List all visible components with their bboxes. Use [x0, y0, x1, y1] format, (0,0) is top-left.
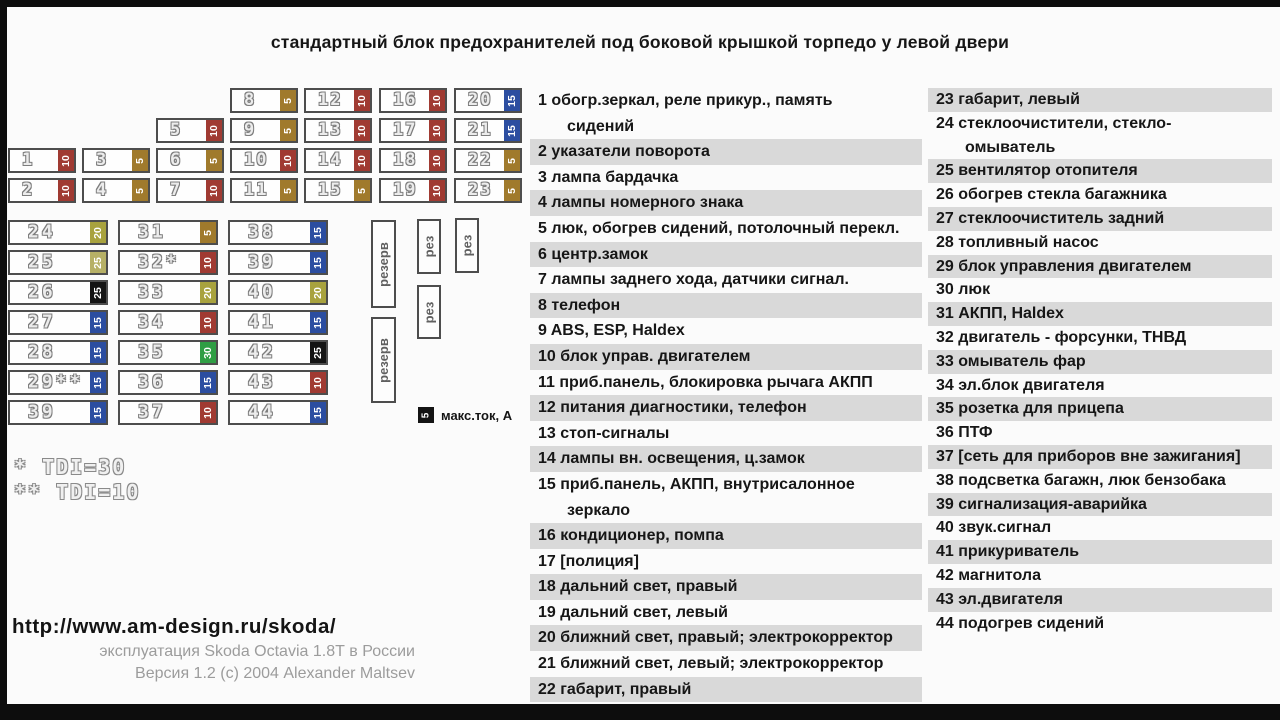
fuse-number: 29**	[28, 371, 84, 393]
legend-text: 40 звук.сигнал	[936, 519, 1052, 537]
fuse-number: 23	[468, 179, 493, 200]
legend-text: 42 магнитола	[936, 566, 1041, 584]
legend-text: 29 блок управления двигателем	[936, 257, 1192, 275]
legend-text: 16 кондиционер, помпа	[538, 527, 724, 545]
reserve-slot	[371, 317, 396, 403]
fuse-amp-tag: 5	[504, 150, 520, 171]
fuse-38	[228, 220, 328, 245]
legend-text: 15 приб.панель, АКПП, внутрисалонное	[538, 475, 855, 493]
legend-entry-19	[530, 600, 922, 626]
reserve-slot-small	[455, 218, 479, 273]
fuse-number: 42	[248, 341, 276, 363]
legend-entry-16	[530, 523, 922, 549]
fuse-1	[8, 148, 76, 173]
legend-text: 5 люк, обогрев сидений, потолочный перекл.	[538, 219, 900, 237]
legend-text: 24 стеклоочистители, стекло-	[936, 114, 1172, 132]
fuse-3	[82, 148, 150, 173]
fuse-2	[8, 178, 76, 203]
frame-top	[0, 0, 1280, 7]
legend-entry-30	[928, 278, 1272, 302]
fuse-amp-tag: 5	[200, 222, 216, 243]
fuse-amp-tag: 15	[200, 372, 216, 393]
legend-text: 8 телефон	[538, 296, 621, 314]
legend-entry-28	[928, 231, 1272, 255]
amp-rating-legend	[418, 407, 512, 423]
legend-text: 30 люк	[936, 281, 991, 299]
fuse-amp-tag: 15	[90, 312, 106, 333]
legend-column-right	[928, 88, 1272, 635]
legend-entry-22	[530, 677, 922, 703]
reserve-label: резерв	[376, 241, 391, 287]
site-url: http://www.am-design.ru/skoda/	[12, 615, 337, 638]
fuse-27	[8, 310, 108, 335]
fuse-number: 11	[244, 179, 269, 200]
fuse-14	[304, 148, 372, 173]
fuse-23	[454, 178, 522, 203]
fuse-12	[304, 88, 372, 113]
fuse-39	[228, 250, 328, 275]
reserve-slot-small	[417, 285, 441, 339]
legend-entry-24	[928, 112, 1272, 160]
legend-text: 9 ABS, ESP, Haldex	[538, 322, 685, 340]
fuse-19	[379, 178, 447, 203]
fuse-amp-tag: 10	[429, 180, 445, 201]
legend-text: 25 вентилятор отопителя	[936, 162, 1138, 180]
footer-line-1: эксплуатация Skoda Octavia 1.8Т в России	[99, 643, 415, 660]
legend-entry-7	[530, 267, 922, 293]
fuse-33	[118, 280, 218, 305]
legend-text: 33 омыватель фар	[936, 352, 1086, 370]
fuse-number: 37	[138, 401, 166, 423]
fuse-amp-tag: 10	[206, 120, 222, 141]
fuse-29	[8, 370, 108, 395]
legend-entry-29	[928, 255, 1272, 279]
legend-entry-44	[928, 612, 1272, 636]
fuse-number: 20	[468, 89, 493, 110]
legend-entry-38	[928, 469, 1272, 493]
fuse-amp-tag: 10	[429, 90, 445, 111]
tdi-notes	[14, 455, 140, 505]
fuse-amp-tag: 15	[90, 372, 106, 393]
fuse-amp-tag: 20	[200, 282, 216, 303]
fuse-number: 9	[244, 119, 257, 140]
fuse-22	[454, 148, 522, 173]
legend-text: 10 блок управ. двигателем	[538, 347, 751, 365]
legend-text: 37 [сеть для приборов вне зажигания]	[936, 447, 1241, 465]
legend-text: 36 ПТФ	[936, 424, 993, 442]
fuse-amp-tag: 15	[310, 222, 326, 243]
fuse-number: 31	[138, 221, 166, 243]
fuse-number: 10	[244, 149, 269, 170]
legend-entry-21	[530, 651, 922, 677]
fuse-42	[228, 340, 328, 365]
fuse-number: 24	[28, 221, 56, 243]
fuse-amp-tag: 25	[90, 252, 106, 273]
reserve-slot	[371, 220, 396, 308]
legend-text: 11 приб.панель, блокировка рычага АКПП	[538, 373, 873, 391]
fuse-number: 36	[138, 371, 166, 393]
legend-entry-17	[530, 549, 922, 575]
legend-entry-26	[928, 183, 1272, 207]
fuse-6	[156, 148, 224, 173]
legend-entry-35	[928, 397, 1272, 421]
reserve-label: резерв	[376, 337, 391, 383]
fuse-amp-tag: 10	[310, 372, 326, 393]
fuse-9	[230, 118, 298, 143]
fuse-number: 8	[244, 89, 257, 110]
amp-legend-label: макс.ток, А	[441, 407, 513, 423]
legend-entry-14	[530, 446, 922, 472]
fuse-39	[8, 400, 108, 425]
fuse-16	[379, 88, 447, 113]
legend-entry-20	[530, 625, 922, 651]
legend-text: 17 [полиция]	[538, 552, 639, 570]
reserve-label: рез	[421, 301, 437, 323]
fuse-4	[82, 178, 150, 203]
fuse-amp-tag: 5	[354, 180, 370, 201]
fuse-amp-tag: 5	[280, 120, 296, 141]
fuse-amp-tag: 10	[200, 312, 216, 333]
legend-column-mid	[530, 88, 922, 702]
fuse-amp-tag: 10	[429, 120, 445, 141]
legend-entry-27	[928, 207, 1272, 231]
fuse-amp-tag: 10	[58, 180, 74, 201]
legend-entry-3	[530, 165, 922, 191]
legend-text: 34 эл.блок двигателя	[936, 376, 1105, 394]
fuse-amp-tag: 30	[200, 342, 216, 363]
fuse-13	[304, 118, 372, 143]
fuse-15	[304, 178, 372, 203]
fuse-amp-tag: 15	[90, 402, 106, 423]
fuse-amp-tag: 15	[310, 402, 326, 423]
legend-text: 41 прикуриватель	[936, 543, 1080, 561]
fuse-37	[118, 400, 218, 425]
fuse-number: 7	[170, 179, 183, 200]
legend-entry-11	[530, 370, 922, 396]
legend-entry-41	[928, 540, 1272, 564]
fuse-number: 34	[138, 311, 166, 333]
legend-text: 22 габарит, правый	[538, 680, 692, 698]
fuse-amp-tag: 15	[504, 120, 520, 141]
legend-entry-6	[530, 242, 922, 268]
fuse-number: 40	[248, 281, 276, 303]
fuse-number: 22	[468, 149, 493, 170]
legend-entry-4	[530, 190, 922, 216]
fuse-number: 32*	[138, 251, 180, 273]
fuse-amp-tag: 10	[206, 180, 222, 201]
fuse-amp-tag: 10	[429, 150, 445, 171]
legend-entry-15	[530, 472, 922, 523]
fuse-number: 6	[170, 149, 183, 170]
amp-legend-chip	[418, 407, 434, 423]
legend-entry-9	[530, 318, 922, 344]
fuse-number: 18	[393, 149, 418, 170]
fuse-number: 25	[28, 251, 56, 273]
legend-text: 3 лампа бардачка	[538, 168, 679, 186]
fuse-amp-tag: 20	[310, 282, 326, 303]
fuse-11	[230, 178, 298, 203]
fuse-amp-tag: 5	[280, 90, 296, 111]
fuse-18	[379, 148, 447, 173]
legend-entry-40	[928, 516, 1272, 540]
fuse-28	[8, 340, 108, 365]
fuse-25	[8, 250, 108, 275]
fuse-8	[230, 88, 298, 113]
fuse-number: 13	[318, 119, 343, 140]
fuse-number: 28	[28, 341, 56, 363]
legend-entry-1	[530, 88, 922, 139]
legend-text: 21 ближний свет, левый; электрокорректор	[538, 655, 884, 673]
amp-legend-value: 5	[420, 412, 432, 418]
legend-text: 19 дальний свет, левый	[538, 603, 728, 621]
fuse-number: 14	[318, 149, 343, 170]
fuse-number: 15	[318, 179, 343, 200]
legend-entry-23	[928, 88, 1272, 112]
legend-entry-13	[530, 421, 922, 447]
fuse-number: 1	[22, 149, 35, 170]
fuse-number: 19	[393, 179, 418, 200]
legend-entry-34	[928, 374, 1272, 398]
legend-text: 44 подогрев сидений	[936, 614, 1105, 632]
legend-text: 14 лампы вн. освещения, ц.замок	[538, 450, 805, 468]
legend-entry-8	[530, 293, 922, 319]
fuse-7	[156, 178, 224, 203]
fuse-amp-tag: 10	[200, 402, 216, 423]
fuse-number: 38	[248, 221, 276, 243]
legend-entry-18	[530, 574, 922, 600]
fuse-number: 44	[248, 401, 276, 423]
legend-entry-43	[928, 588, 1272, 612]
legend-text: 43 эл.двигателя	[936, 590, 1063, 608]
fuse-5	[156, 118, 224, 143]
footer-credits	[0, 641, 415, 685]
legend-text: 18 дальний свет, правый	[538, 578, 738, 596]
legend-text: 4 лампы номерного знака	[538, 194, 744, 212]
legend-entry-36	[928, 421, 1272, 445]
fuse-31	[118, 220, 218, 245]
fuse-amp-tag: 5	[206, 150, 222, 171]
legend-text: 7 лампы заднего хода, датчики сигнал.	[538, 271, 849, 289]
fuse-number: 3	[96, 149, 109, 170]
fuse-number: 41	[248, 311, 276, 333]
fuse-amp-tag: 20	[90, 222, 106, 243]
legend-text: 39 сигнализация-аварийка	[936, 495, 1147, 513]
legend-text: 38 подсветка багажн, люк бензобака	[936, 471, 1226, 489]
legend-text: 12 питания диагностики, телефон	[538, 399, 807, 417]
frame-bottom	[0, 704, 1280, 720]
legend-text: 28 топливный насос	[936, 233, 1099, 251]
legend-text: 32 двигатель - форсунки, ТНВД	[936, 328, 1187, 346]
fuse-41	[228, 310, 328, 335]
legend-text: 26 обогрев стекла багажника	[936, 186, 1167, 204]
fuse-number: 16	[393, 89, 418, 110]
fuse-number: 26	[28, 281, 56, 303]
legend-entry-10	[530, 344, 922, 370]
fuse-amp-tag: 10	[354, 150, 370, 171]
fuse-amp-tag: 10	[58, 150, 74, 171]
page-title: стандартный блок предохранителей под боковой крышкой торпедо у левой двери	[270, 32, 1010, 52]
fuse-17	[379, 118, 447, 143]
legend-entry-25	[928, 159, 1272, 183]
fuse-40	[228, 280, 328, 305]
fuse-35	[118, 340, 218, 365]
fuse-24	[8, 220, 108, 245]
fuse-number: 4	[96, 179, 109, 200]
fuse-amp-tag: 5	[280, 180, 296, 201]
tdi-note-1: * TDI=30	[14, 455, 127, 479]
fuse-amp-tag: 25	[310, 342, 326, 363]
legend-text: 35 розетка для прицепа	[936, 400, 1124, 418]
fuse-amp-tag: 10	[354, 120, 370, 141]
fuse-number: 5	[170, 119, 183, 140]
legend-entry-33	[928, 350, 1272, 374]
fuse-amp-tag: 15	[504, 90, 520, 111]
fuse-number: 33	[138, 281, 166, 303]
footer-line-2: Версия 1.2 (c) 2004 Alexander Maltsev	[135, 665, 415, 682]
fuse-number: 35	[138, 341, 166, 363]
fuse-number: 2	[22, 179, 35, 200]
fuse-amp-tag: 10	[280, 150, 296, 171]
legend-entry-32	[928, 326, 1272, 350]
legend-entry-39	[928, 493, 1272, 517]
fuse-number: 21	[468, 119, 493, 140]
legend-text: сидений	[567, 117, 635, 135]
legend-text: 20 ближний свет, правый; электрокорректор	[538, 629, 893, 647]
fuse-number: 12	[318, 89, 343, 110]
legend-text: 13 стоп-сигналы	[538, 424, 670, 442]
tdi-note-2: ** TDI=10	[14, 480, 141, 504]
fuse-36	[118, 370, 218, 395]
fuse-26	[8, 280, 108, 305]
fuse-44	[228, 400, 328, 425]
fuse-amp-tag: 10	[200, 252, 216, 273]
fuse-amp-tag: 5	[504, 180, 520, 201]
fuse-amp-tag: 15	[90, 342, 106, 363]
frame-left	[0, 0, 7, 720]
legend-entry-42	[928, 564, 1272, 588]
fuse-number: 43	[248, 371, 276, 393]
fuse-32	[118, 250, 218, 275]
legend-text: 27 стеклоочиститель задний	[936, 209, 1165, 227]
legend-entry-31	[928, 302, 1272, 326]
fuse-number: 17	[393, 119, 418, 140]
reserve-label: рез	[459, 234, 475, 257]
legend-text: омыватель	[965, 138, 1056, 156]
fuse-21	[454, 118, 522, 143]
fuse-amp-tag: 15	[310, 252, 326, 273]
fuse-number: 39	[248, 251, 276, 273]
fuse-amp-tag: 15	[310, 312, 326, 333]
legend-entry-2	[530, 139, 922, 165]
fuse-20	[454, 88, 522, 113]
legend-entry-5	[530, 216, 922, 242]
reserve-label: рез	[421, 235, 437, 258]
legend-entry-12	[530, 395, 922, 421]
legend-text: зеркало	[567, 501, 631, 519]
fuse-43	[228, 370, 328, 395]
fuse-amp-tag: 5	[132, 150, 148, 171]
fuse-amp-tag: 5	[132, 180, 148, 201]
fuse-34	[118, 310, 218, 335]
legend-text: 6 центр.замок	[538, 245, 648, 263]
reserve-slot-small	[417, 219, 441, 274]
legend-text: 23 габарит, левый	[936, 91, 1080, 108]
legend-text: 31 АКПП, Haldex	[936, 305, 1064, 323]
legend-text: 2 указатели поворота	[538, 143, 710, 161]
legend-entry-37	[928, 445, 1272, 469]
fuse-number: 27	[28, 311, 56, 333]
fuse-amp-tag: 10	[354, 90, 370, 111]
legend-text: 1 обогр.зеркал, реле прикур., память	[538, 92, 833, 109]
fuse-number: 39	[28, 401, 56, 423]
fuse-10	[230, 148, 298, 173]
fuse-amp-tag: 25	[90, 282, 106, 303]
